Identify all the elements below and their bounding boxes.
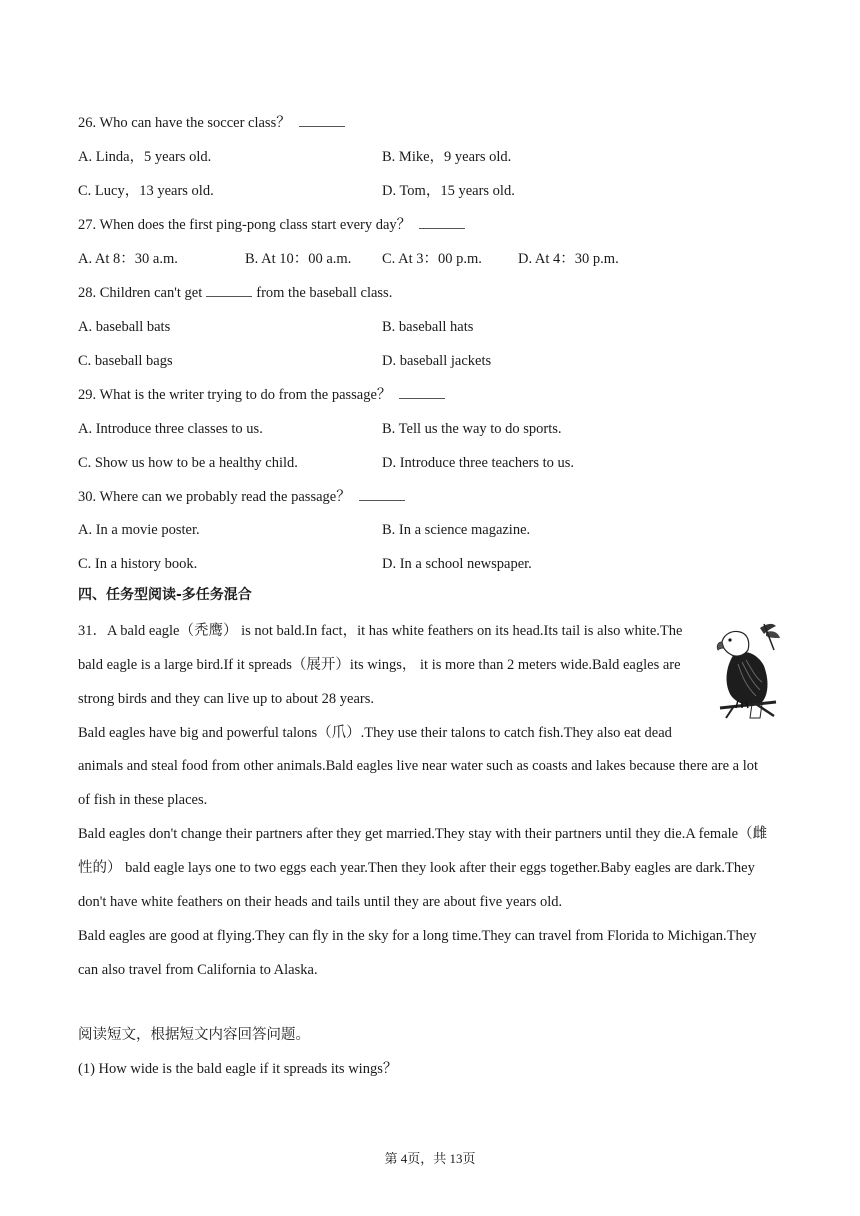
question-27 (78, 216, 465, 234)
passage-line: animals and steal food from other animals.Bald eagles live near water such as coasts and lakes because there are a lot (78, 758, 759, 774)
answer-blank (359, 488, 405, 501)
sub-question-1: (1) How wide is the bald eagle if it spreads its wings？ (78, 1061, 398, 1077)
option-b: B. Mike，9 years old. (382, 149, 512, 165)
passage-line: strong birds and they can live up to about 28 years. (78, 691, 374, 707)
passage-line: Bald eagles have big and powerful talons（爪）.They use their talons to catch fish.They also eat dead (78, 725, 672, 741)
option-a: A. Linda，5 years old. (78, 149, 212, 165)
option-c: C. Show us how to be a healthy child. (78, 455, 298, 471)
section-heading: 四、任务型阅读-多任务混合 (78, 587, 252, 603)
passage-line: of fish in these places. (78, 792, 208, 808)
passage-line: don't have white feathers on their heads and tails until they are about five years old. (78, 894, 563, 910)
option-d: D. baseball jackets (382, 353, 492, 369)
answer-blank (399, 386, 445, 399)
passage-line: Bald eagles are good at flying.They can fly in the sky for a long time.They can travel from Florida to Michigan.They (78, 928, 757, 944)
passage-line: 31．A bald eagle（秃鹰） is not bald.In fact，it has white feathers on its head.Its tail is also white.The (78, 623, 683, 639)
option-d: D. In a school newspaper. (382, 556, 532, 572)
option-c: C. Lucy，13 years old. (78, 183, 214, 199)
question-26 (78, 114, 345, 132)
answer-blank (419, 216, 465, 229)
passage-line: 性的） bald eagle lays one to two eggs each year.Then they look after their eggs together.Baby eagles are dark.They (78, 860, 755, 876)
option-b: B. At 10：00 a.m. (245, 251, 352, 267)
option-a: A. In a movie poster. (78, 522, 200, 538)
question-28 (78, 284, 392, 302)
question-28-text-before: 28. Children can't get (78, 285, 203, 301)
option-a: A. Introduce three classes to us. (78, 421, 263, 437)
option-a: A. baseball bats (78, 319, 171, 335)
option-b: B. baseball hats (382, 319, 474, 335)
passage-line: bald eagle is a large bird.If it spreads（展开）its wings， it is more than 2 meters wide.Bald eagles are (78, 657, 681, 673)
question-27-text: 27. When does the first ping-pong class start every day？ (78, 217, 412, 233)
question-30-text: 30. Where can we probably read the passage？ (78, 489, 351, 505)
option-a: A. At 8：30 a.m. (78, 251, 178, 267)
question-29 (78, 386, 445, 404)
option-c: C. At 3：00 p.m. (382, 251, 482, 267)
question-26-text: 26. Who can have the soccer class？ (78, 115, 291, 131)
passage-line: can also travel from California to Alaska. (78, 962, 318, 978)
option-d: D. Introduce three teachers to us. (382, 455, 575, 471)
answer-blank (299, 114, 345, 127)
passage-line: Bald eagles don't change their partners after they get married.They stay with their partners until they die.A female（雌 (78, 826, 768, 842)
option-d: D. Tom，15 years old. (382, 183, 515, 199)
instruction-text: 阅读短文，根据短文内容回答问题。 (78, 1027, 310, 1043)
option-b: B. Tell us the way to do sports. (382, 421, 562, 437)
option-d: D. At 4：30 p.m. (518, 251, 619, 267)
question-29-text: 29. What is the writer trying to do from the passage？ (78, 387, 392, 403)
question-30 (78, 488, 405, 506)
option-c: C. In a history book. (78, 556, 198, 572)
option-b: B. In a science magazine. (382, 522, 531, 538)
question-28-text-after: from the baseball class. (256, 285, 393, 301)
page-footer: 第 4页，共 13页 (384, 1151, 476, 1166)
bald-eagle-illustration (716, 620, 784, 720)
answer-blank (206, 284, 252, 297)
option-c: C. baseball bags (78, 353, 173, 369)
